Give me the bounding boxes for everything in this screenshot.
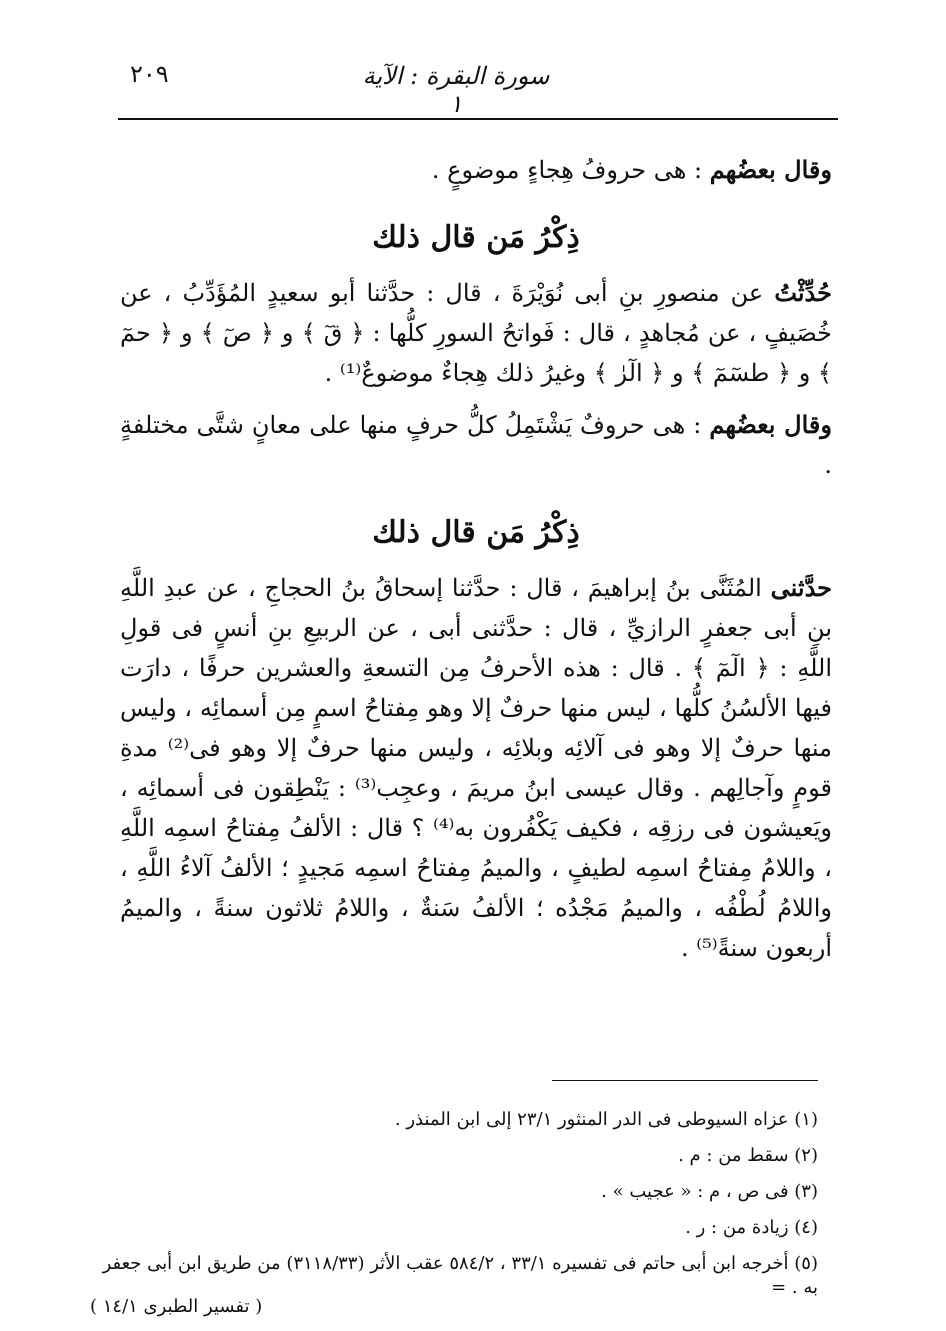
running-title: سورة البقرة : الآية ١	[362, 62, 550, 118]
paragraph-2	[120, 273, 832, 393]
paragraph-3	[120, 405, 832, 485]
header-rule	[118, 118, 838, 120]
page-number: ٢٠٩	[130, 60, 169, 88]
main-text	[120, 150, 832, 968]
section-heading-2: ذِكْرُ مَن قال ذلك	[372, 515, 580, 550]
paragraph-3-lead: وقال بعضُهم	[709, 410, 832, 439]
paragraph-1-text: : هى حروفُ هِجاءٍ موضوعٍ .	[431, 156, 710, 184]
paragraph-4-text: المُثَنَّى بنُ إبراهيمَ ، قال : حدَّثنا إسحاقُ بنُ الحجاجِ ، عن عبدِ اللَّهِ بنِ أبى جعفرٍ الرازيِّ ، قال : حدَّثنى أبى ، عن الربيعِ بنِ أنسٍ فى قولِ اللَّهِ : ﴿ الٓمٓ ﴾ . قال : هذه الأحرفُ مِن التسعةِ والعشرين حرفًا ، دارَت فيها الألسُنُ كلُّها ، ليس منها حرفٌ إلا وهو مِفتاحُ اسمٍ مِن أسمائِه ، وليس منها حرفٌ إلا وهو فى آلائِه وبلائِه ، وليس منها حرفٌ إلا وهو فى⁽²⁾ مدةِ قومٍ وآجالِهم . وقال عيسى ابنُ مريمَ ، وعجِب⁽³⁾ : يَنْطِقون فى أسمائِه ، ويَعيشون فى رزقِه ، فكيف يَكْفُرون به⁽⁴⁾ ؟ قال : الألفُ مِفتاحُ اسمِه اللَّهِ ، واللامُ مِفتاحُ اسمِه لطيفٍ ، والميمُ مِفتاحُ اسمِه مَجيدٍ ؛ الألفُ آلاءُ اللَّهِ ، واللامُ لُطْفُه ، والميمُ مَجْدُه ؛ الألفُ سَنةٌ ، واللامُ ثلاثون سنةً ، والميمُ أربعون سنةً⁽⁵⁾ .	[120, 574, 832, 962]
section-heading-1: ذِكْرُ مَن قال ذلك	[372, 220, 580, 255]
footnote-4: (٤) زيادة من : ر .	[685, 1217, 818, 1238]
footnote-5: (٥) أخرجه ابن أبى حاتم فى تفسيره ٣٣/١ ، ٥٨٤/٢ عقب الأثر (٣١١٨/٣٣) من طريق ابن أبى جعفر به . =	[102, 1253, 818, 1298]
paragraph-2-lead: حُدِّثْتُ	[774, 278, 832, 307]
paragraph-4-lead: حدَّثنى	[770, 573, 832, 602]
page-header	[118, 52, 838, 116]
paragraph-1-lead: وقال بعضُهم	[709, 155, 832, 184]
paragraph-4	[120, 568, 832, 968]
footnote-2: (٢) سقط من : م .	[678, 1145, 818, 1166]
footnote-1: (١) عزاه السيوطى فى الدر المنثور ٢٣/١ إلى ابن المنذر .	[394, 1109, 818, 1130]
page-footer: ( تفسير الطبرى ١٤/١ )	[90, 1296, 263, 1317]
footnote-3: (٣) فى ص ، م : « عجيب » .	[601, 1181, 818, 1202]
paragraph-3-text: : هى حروفٌ يَشْتَمِلُ كلُّ حرفٍ منها على معانٍ شتَّى مختلفةٍ .	[120, 411, 832, 479]
paragraph-2-text: عن منصورِ بنِ أبى نُوَيْرَةَ ، قال : حدَّثنا أبو سعيدٍ المُؤَدِّبُ ، عن خُصَيفٍ ، عن مُجاهدٍ ، قال : فَواتحُ السورِ كلُّها : ﴿ قٓ ﴾ و ﴿ صٓ ﴾ و ﴿ حمٓ ﴾ و ﴿ طسٓمٓ ﴾ و ﴿ الٓرٰ ﴾ وغيرُ ذلك هِجاءٌ موضوعٌ⁽¹⁾ .	[120, 279, 832, 387]
footnotes	[90, 1108, 818, 1312]
footnote-rule	[552, 1080, 818, 1081]
paragraph-1	[120, 150, 832, 190]
